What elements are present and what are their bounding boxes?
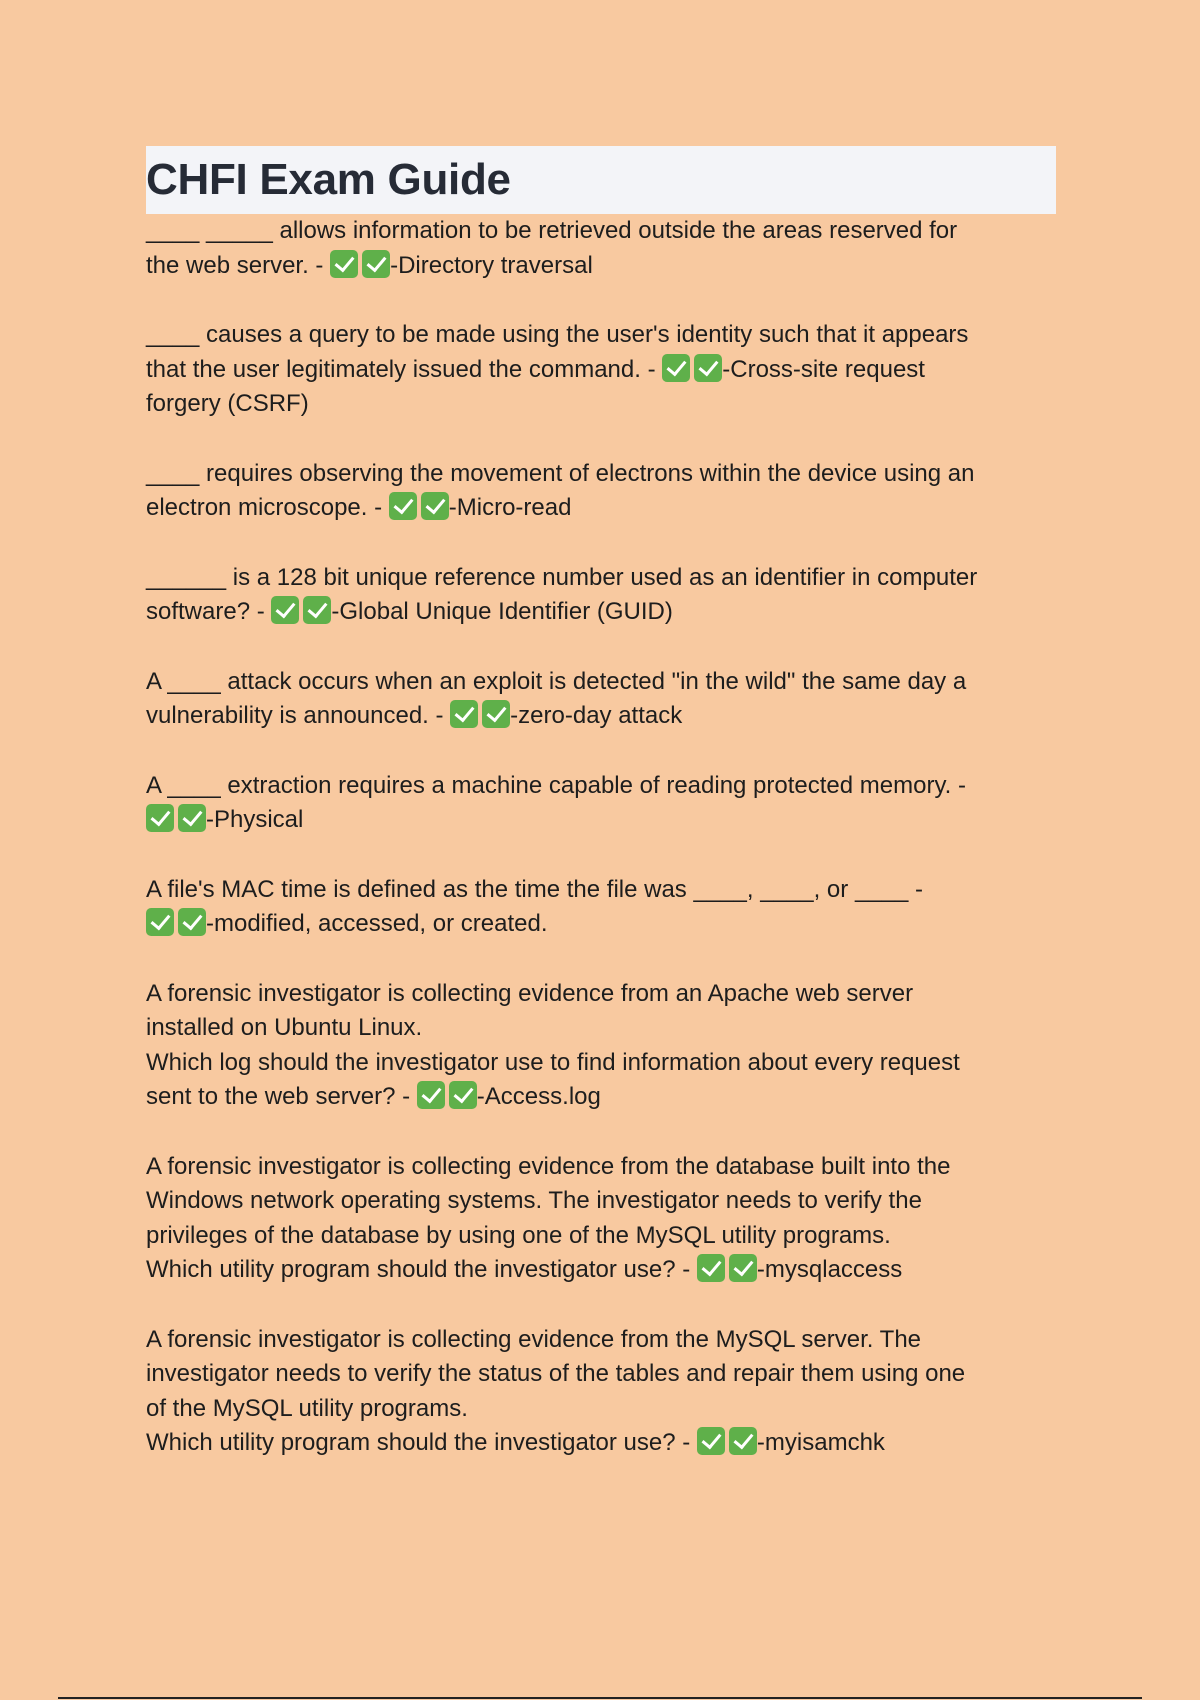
- check-mark-icon: [450, 700, 478, 728]
- footer-divider: [58, 1697, 1142, 1699]
- check-mark-icon: [178, 804, 206, 832]
- question-text: Which utility program should the investigator use? -: [146, 1429, 697, 1456]
- check-mark-icon: [389, 492, 417, 520]
- check-mark-icon: [697, 1254, 725, 1282]
- question-text: A forensic investigator is collecting evidence from the database built into the: [146, 1152, 951, 1180]
- question-text: Which log should the investigator use to find information about every request: [146, 1048, 960, 1076]
- question-text: A ____ attack occurs when an exploit is detected "in the wild" the same day a: [146, 667, 967, 695]
- double-check-icon: [146, 803, 206, 838]
- answer-text: -Physical: [206, 806, 304, 833]
- answer-continuation: forgery (CSRF): [146, 390, 309, 417]
- check-mark-icon: [421, 492, 449, 520]
- qa-item: [146, 977, 1056, 1115]
- answer-text: -myisamchk: [756, 1429, 885, 1456]
- answer-text: -modified, accessed, or created.: [206, 910, 548, 937]
- answer-text: -zero-day attack: [510, 702, 683, 729]
- answer-text: -Directory traversal: [390, 251, 593, 279]
- question-text: ____ causes a query to be made using the user's identity such that it appears: [146, 321, 969, 348]
- double-check-icon: [697, 1253, 757, 1288]
- document-page: [146, 146, 1056, 1496]
- question-text: Windows network operating systems. The investigator needs to verify the: [146, 1187, 922, 1214]
- question-text: software? -: [146, 598, 272, 625]
- check-mark-icon: [482, 700, 510, 728]
- check-mark-icon: [271, 596, 299, 624]
- check-mark-icon: [417, 1081, 445, 1109]
- question-text: A ____ extraction requires a machine capable of reading protected memory. -: [146, 771, 967, 799]
- question-text: privileges of the database by using one of the MySQL utility programs.: [146, 1221, 891, 1249]
- question-text: A forensic investigator is collecting evidence from the MySQL server. The: [146, 1325, 922, 1353]
- check-mark-icon: [362, 250, 390, 278]
- question-text: of the MySQL utility programs.: [146, 1394, 468, 1422]
- answer-text: -Micro-read: [448, 494, 572, 521]
- double-check-icon: [662, 353, 722, 388]
- answer-text: -Global Unique Identifier (GUID): [331, 598, 673, 625]
- check-mark-icon: [146, 908, 174, 936]
- check-mark-icon: [303, 596, 331, 624]
- question-text: Which utility program should the investigator use? -: [146, 1256, 697, 1283]
- question-text: installed on Ubuntu Linux.: [146, 1014, 423, 1041]
- double-check-icon: [389, 491, 449, 526]
- check-mark-icon: [178, 908, 206, 936]
- check-mark-icon: [662, 354, 690, 382]
- double-check-icon: [146, 907, 206, 942]
- qa-item: [146, 457, 1056, 526]
- question-text: A file's MAC time is defined as the time the file was ____, ____, or ____ -: [146, 875, 923, 903]
- answer-text: -Access.log: [476, 1083, 601, 1110]
- question-text: ____ requires observing the movement of electrons within the device using an: [146, 459, 975, 487]
- double-check-icon: [450, 699, 510, 734]
- qa-item: [146, 665, 1056, 734]
- question-text: sent to the web server? -: [146, 1083, 417, 1110]
- qa-item: [146, 318, 1056, 422]
- question-text: ____ _____ allows information to be retrieved outside the areas reserved for: [146, 217, 958, 244]
- check-mark-icon: [146, 804, 174, 832]
- question-text: vulnerability is announced. -: [146, 702, 451, 729]
- qa-item: [146, 561, 1056, 630]
- check-mark-icon: [729, 1427, 757, 1455]
- answer-text: -mysqlaccess: [756, 1256, 903, 1283]
- check-mark-icon: [330, 250, 358, 278]
- question-text: the web server. -: [146, 251, 331, 279]
- question-text: that the user legitimately issued the command. -: [146, 355, 663, 383]
- question-text: ______ is a 128 bit unique reference number used as an identifier in computer: [146, 563, 978, 591]
- qa-list: [146, 214, 1056, 1461]
- question-text: A forensic investigator is collecting evidence from an Apache web server: [146, 979, 914, 1007]
- check-mark-icon: [694, 354, 722, 382]
- question-text: investigator needs to verify the status of the tables and repair them using one: [146, 1360, 966, 1387]
- qa-item: [146, 1150, 1056, 1288]
- page-title: CHFI Exam Guide: [146, 155, 511, 204]
- check-mark-icon: [697, 1427, 725, 1455]
- answer-text: -Cross-site request: [722, 355, 925, 383]
- double-check-icon: [697, 1426, 757, 1461]
- title-bar: [146, 146, 1056, 214]
- qa-item: [146, 873, 1056, 942]
- qa-item: [146, 769, 1056, 838]
- double-check-icon: [271, 595, 331, 630]
- double-check-icon: [417, 1080, 477, 1115]
- question-text: electron microscope. -: [146, 494, 389, 521]
- check-mark-icon: [729, 1254, 757, 1282]
- double-check-icon: [330, 249, 390, 284]
- qa-item: [146, 1323, 1056, 1461]
- qa-item: [146, 214, 1056, 283]
- check-mark-icon: [449, 1081, 477, 1109]
